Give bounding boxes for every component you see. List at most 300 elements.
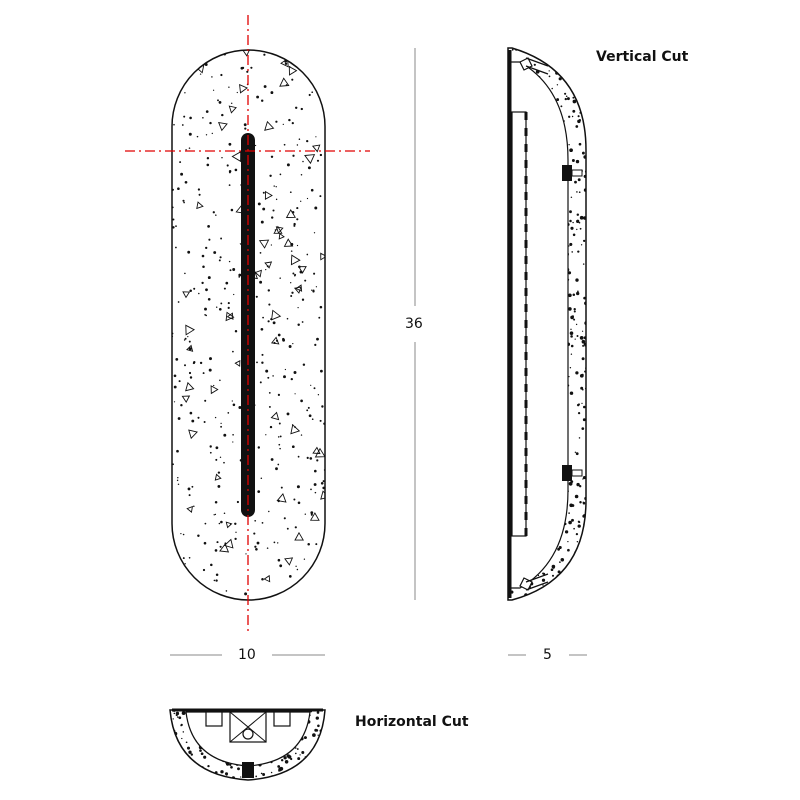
stone-speckle (316, 286, 317, 287)
stone-speckle (579, 143, 582, 146)
stone-speckle (189, 557, 191, 559)
stone-speckle (309, 414, 312, 417)
stone-speckle (290, 295, 292, 297)
stone-speckle (321, 746, 323, 748)
stone-speckle (299, 754, 300, 755)
stone-speckle (189, 147, 191, 149)
stone-speckle (558, 570, 561, 573)
stone-speckle (292, 596, 294, 598)
stone-speckle (567, 67, 570, 70)
stone-speckle (572, 159, 575, 162)
stone-speckle (295, 566, 296, 567)
stone-speckle (177, 716, 179, 718)
stone-speckle (572, 116, 573, 117)
stone-speckle (304, 768, 306, 770)
stone-speckle (573, 528, 575, 530)
stone-speckle (189, 341, 191, 343)
stone-speckle (174, 401, 175, 402)
stone-speckle (284, 517, 286, 519)
stone-speckle (176, 769, 179, 772)
stone-speckle (273, 321, 276, 324)
stone-speckle (317, 768, 320, 771)
stone-speckle (228, 86, 229, 87)
stone-speckle (315, 136, 316, 137)
stone-speckle (227, 412, 229, 414)
stone-speckle (586, 394, 588, 396)
stone-speckle (566, 573, 568, 575)
stone-speckle (316, 459, 318, 461)
stone-speckle (550, 586, 552, 588)
stone-speckle (287, 528, 289, 530)
stone-speckle (175, 225, 177, 227)
stone-speckle (575, 371, 578, 374)
stone-speckle (256, 96, 259, 99)
stone-speckle (204, 308, 207, 311)
stone-speckle (575, 73, 577, 75)
stone-speckle (549, 70, 550, 71)
stone-speckle (271, 244, 272, 245)
stone-speckle (283, 375, 286, 378)
stone-speckle (178, 771, 181, 774)
stone-speckle (564, 587, 567, 590)
stone-speckle (214, 580, 216, 582)
stone-speckle (255, 776, 257, 778)
stone-speckle (313, 761, 314, 762)
stone-speckle (267, 547, 269, 549)
led-module (512, 112, 526, 536)
stone-speckle (215, 579, 217, 581)
stone-speckle (213, 779, 215, 781)
horizontal-slot-block (242, 762, 254, 778)
stone-speckle (570, 587, 571, 588)
stone-speckle (204, 542, 207, 545)
stone-speckle (297, 324, 299, 326)
stone-speckle (560, 105, 562, 107)
stone-speckle (197, 136, 199, 138)
stone-speckle (551, 88, 553, 90)
stone-speckle (172, 226, 174, 228)
stone-speckle (550, 56, 553, 59)
stone-speckle (297, 307, 298, 308)
stone-speckle (292, 343, 293, 344)
stone-speckle (314, 207, 317, 210)
stone-speckle (316, 69, 318, 71)
stone-speckle (304, 559, 305, 560)
stone-speckle (290, 191, 292, 193)
stone-speckle (179, 63, 182, 66)
stone-speckle (311, 290, 312, 291)
stone-speckle (318, 317, 320, 319)
stone-speckle (175, 358, 178, 361)
stone-speckle (300, 400, 303, 403)
stone-speckle (262, 208, 265, 211)
stone-speckle (305, 737, 307, 739)
stone-speckle (584, 343, 587, 346)
stone-speckle (177, 480, 178, 481)
stone-speckle (274, 185, 275, 186)
stone-speckle (570, 331, 574, 335)
stone-speckle (197, 417, 199, 419)
stone-speckle (220, 423, 221, 424)
stone-speckle (234, 538, 236, 540)
stone-speckle (297, 569, 299, 571)
stone-speckle (178, 771, 179, 772)
stone-speckle (578, 178, 581, 181)
stone-speckle (582, 389, 584, 391)
stone-speckle (269, 175, 271, 177)
stone-speckle (318, 780, 320, 782)
stone-speckle (285, 369, 286, 370)
stone-speckle (581, 54, 584, 57)
stone-speckle (176, 712, 179, 715)
stone-speckle (191, 420, 194, 423)
stone-speckle (563, 69, 565, 71)
stone-speckle (216, 541, 218, 543)
stone-speckle (314, 483, 317, 486)
stone-speckle (312, 79, 314, 81)
stone-speckle (578, 521, 580, 523)
stone-speckle (246, 71, 248, 73)
stone-speckle (583, 106, 586, 109)
stone-speckle (275, 467, 278, 470)
stone-speckle (205, 315, 207, 317)
stone-speckle (207, 765, 209, 767)
stone-speckle (190, 412, 193, 415)
stone-speckle (260, 381, 262, 383)
stone-speckle (209, 357, 212, 360)
stone-speckle (534, 64, 536, 66)
stone-speckle (180, 533, 181, 534)
stone-speckle (576, 64, 579, 67)
stone-speckle (268, 511, 269, 512)
stone-speckle (215, 501, 218, 504)
stone-speckle (580, 228, 582, 230)
stone-speckle (179, 776, 181, 778)
stone-speckle (587, 157, 589, 159)
stone-speckle (558, 594, 560, 596)
stone-speckle (205, 63, 208, 66)
stone-speckle (191, 486, 193, 488)
stone-speckle (197, 534, 199, 536)
stone-speckle (582, 548, 586, 552)
stone-speckle (568, 521, 572, 525)
stone-speckle (297, 757, 300, 760)
stone-speckle (574, 308, 576, 310)
vertical-cut-label: Vertical Cut (596, 49, 689, 65)
stone-speckle (210, 445, 212, 447)
stone-speckle (301, 174, 303, 176)
stone-speckle (267, 377, 269, 379)
stone-speckle (306, 409, 308, 411)
stone-speckle (207, 225, 210, 228)
stone-speckle (316, 729, 319, 732)
stone-speckle (554, 54, 556, 56)
stone-speckle (316, 751, 320, 755)
stone-speckle (202, 255, 205, 258)
stone-speckle (572, 315, 574, 317)
stone-speckle (295, 107, 297, 109)
stone-speckle (297, 144, 298, 145)
stone-speckle (181, 738, 182, 739)
stone-speckle (572, 110, 575, 113)
stone-speckle (219, 259, 221, 261)
stone-speckle (182, 200, 184, 202)
stone-speckle (576, 533, 578, 535)
stone-speckle (565, 70, 567, 72)
stone-speckle (199, 194, 201, 196)
stone-speckle (309, 94, 311, 96)
stone-speckle (576, 292, 579, 295)
stone-speckle (586, 279, 589, 282)
stone-speckle (179, 161, 181, 163)
stone-speckle (289, 575, 292, 578)
stone-speckle (261, 328, 264, 331)
stone-speckle (207, 157, 209, 159)
stone-speckle (183, 731, 185, 733)
stone-speckle (290, 282, 291, 283)
stone-speckle (278, 436, 280, 438)
stone-speckle (210, 452, 212, 454)
stone-speckle (567, 541, 568, 542)
stone-speckle (219, 380, 221, 382)
stone-speckle (534, 52, 536, 54)
stone-speckle (178, 484, 179, 485)
stone-speckle (193, 767, 196, 770)
stone-speckle (568, 116, 570, 118)
stone-speckle (583, 476, 586, 479)
stone-speckle (278, 394, 280, 396)
stone-speckle (198, 188, 200, 190)
stone-speckle (584, 497, 587, 500)
stone-speckle (320, 306, 323, 309)
stone-speckle (228, 302, 230, 304)
stone-speckle (187, 336, 188, 337)
stone-speckle (299, 777, 303, 781)
stone-speckle (301, 751, 304, 754)
stone-speckle (308, 407, 310, 409)
stone-speckle (566, 96, 568, 98)
stone-speckle (312, 733, 316, 737)
stone-speckle (244, 592, 247, 595)
stone-speckle (322, 746, 325, 749)
stone-speckle (317, 711, 320, 714)
stone-speckle (235, 169, 238, 172)
stone-speckle (299, 59, 301, 61)
stone-speckle (320, 420, 322, 422)
stone-speckle (567, 568, 569, 570)
stone-speckle (279, 277, 281, 279)
stone-speckle (278, 559, 281, 562)
stone-speckle (279, 448, 281, 450)
stone-speckle (184, 339, 185, 340)
stone-speckle (220, 770, 223, 773)
stone-speckle (568, 144, 569, 145)
stone-speckle (209, 122, 211, 124)
stone-speckle (294, 781, 296, 783)
stone-speckle (285, 63, 287, 65)
stone-speckle (586, 515, 589, 518)
stone-speckle (219, 101, 222, 104)
stone-speckle (302, 321, 304, 323)
stone-speckle (174, 713, 176, 715)
stone-speckle (275, 121, 277, 123)
stone-speckle (310, 761, 313, 764)
stone-speckle (576, 57, 577, 58)
stone-speckle (578, 598, 580, 600)
stone-speckle (575, 125, 578, 128)
stone-speckle (188, 487, 191, 490)
stone-speckle (580, 336, 584, 340)
stone-speckle (223, 462, 225, 464)
stone-speckle (201, 282, 203, 284)
stone-speckle (237, 767, 240, 770)
stone-speckle (576, 191, 578, 193)
stone-speckle (276, 186, 277, 187)
stone-speckle (220, 521, 223, 524)
stone-speckle (213, 211, 215, 213)
stone-speckle (564, 93, 566, 95)
stone-speckle (193, 505, 195, 507)
stone-speckle (308, 166, 311, 169)
stone-speckle (571, 596, 573, 598)
stone-speckle (210, 564, 213, 567)
height-dimension-label: 36 (405, 316, 423, 332)
stone-speckle (564, 75, 567, 78)
stone-speckle (218, 471, 220, 473)
stone-speckle (187, 747, 190, 750)
stone-speckle (301, 434, 302, 435)
stone-speckle (220, 426, 222, 428)
stone-speckle (237, 501, 239, 503)
stone-speckle (208, 298, 211, 301)
stone-speckle (200, 73, 201, 74)
stone-speckle (228, 143, 231, 146)
stone-speckle (568, 307, 572, 311)
stone-speckle (551, 568, 554, 571)
stone-speckle (563, 56, 565, 58)
stone-speckle (576, 160, 579, 163)
stone-speckle (287, 318, 289, 320)
stone-speckle (512, 49, 514, 51)
stone-speckle (232, 434, 234, 436)
stone-speckle (271, 216, 273, 218)
stone-speckle (567, 67, 569, 69)
stone-speckle (577, 569, 578, 570)
stone-speckle (232, 351, 234, 353)
stone-speckle (206, 164, 209, 167)
stone-speckle (230, 269, 232, 271)
stone-speckle (582, 345, 584, 347)
stone-speckle (571, 197, 572, 198)
stone-speckle (571, 82, 572, 83)
stone-speckle (565, 98, 567, 100)
stone-speckle (572, 222, 573, 223)
stone-speckle (553, 568, 554, 569)
stone-speckle (261, 99, 263, 101)
stone-speckle (215, 417, 216, 418)
stone-speckle (200, 362, 202, 364)
stone-speckle (270, 91, 273, 94)
stone-speckle (573, 234, 576, 237)
side-vertical-cut (507, 47, 589, 600)
stone-speckle (578, 115, 580, 117)
stone-speckle (556, 56, 559, 59)
stone-speckle (559, 77, 562, 80)
stone-speckle (181, 724, 183, 726)
stone-speckle (185, 563, 186, 564)
stone-speckle (306, 53, 308, 55)
stone-speckle (213, 385, 214, 386)
stone-speckle (171, 758, 174, 761)
stone-speckle (262, 773, 265, 776)
stone-speckle (186, 741, 188, 743)
stone-speckle (311, 189, 314, 192)
stone-speckle (257, 490, 260, 493)
stone-speckle (569, 220, 572, 223)
stone-speckle (176, 450, 179, 453)
stone-speckle (280, 435, 282, 437)
stone-speckle (189, 494, 191, 496)
stone-speckle (572, 97, 574, 99)
stone-speckle (323, 748, 326, 751)
stone-speckle (292, 769, 294, 771)
stone-speckle (188, 751, 191, 754)
stone-speckle (310, 511, 313, 514)
stone-speckle (221, 114, 223, 116)
stone-speckle (209, 369, 212, 372)
stone-speckle (306, 254, 308, 256)
stone-speckle (579, 222, 581, 224)
stone-speckle (297, 748, 299, 750)
stone-speckle (320, 370, 323, 373)
stone-speckle (244, 128, 246, 130)
stone-speckle (208, 276, 211, 279)
stone-speckle (238, 274, 241, 277)
stone-speckle (208, 239, 210, 241)
stone-speckle (586, 109, 589, 112)
stone-speckle (577, 404, 579, 406)
stone-speckle (261, 362, 263, 364)
stone-speckle (256, 362, 258, 364)
stone-speckle (312, 418, 314, 420)
stone-speckle (295, 753, 297, 755)
stone-speckle (220, 776, 223, 779)
stone-speckle (569, 148, 573, 152)
stone-speckle (183, 116, 185, 118)
stone-speckle (269, 392, 271, 394)
stone-speckle (256, 296, 258, 298)
stone-speckle (214, 514, 215, 515)
stone-speckle (318, 735, 319, 736)
stone-speckle (576, 91, 579, 94)
stone-speckle (560, 583, 563, 586)
stone-speckle (583, 418, 586, 421)
stone-speckle (271, 772, 273, 774)
stone-speckle (180, 173, 183, 176)
stone-speckle (566, 48, 568, 50)
stone-speckle (204, 421, 206, 423)
stone-speckle (169, 755, 171, 757)
stone-speckle (569, 70, 572, 73)
stone-speckle (570, 562, 573, 565)
stone-speckle (577, 250, 579, 252)
stone-speckle (259, 281, 262, 284)
stone-speckle (295, 526, 297, 528)
stone-speckle (237, 92, 238, 93)
stone-speckle (283, 124, 284, 125)
stone-speckle (571, 504, 574, 507)
stone-speckle (213, 90, 214, 91)
